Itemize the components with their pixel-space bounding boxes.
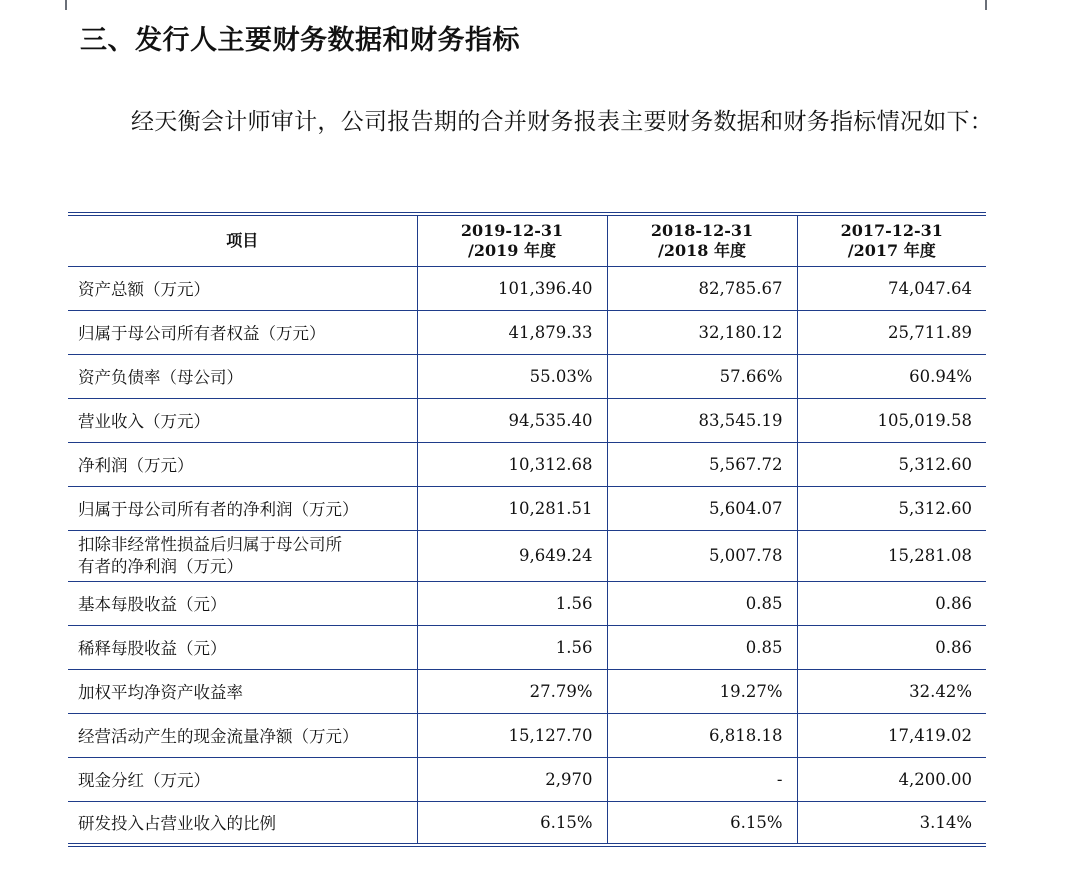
header-2018 bbox=[607, 214, 797, 266]
cell-value: 101,396.40 bbox=[417, 266, 607, 310]
table-row bbox=[68, 530, 986, 581]
cell-value: 41,879.33 bbox=[417, 310, 607, 354]
header-2018-year: /2018 年度 bbox=[658, 240, 746, 260]
section-title: 三、发行人主要财务数据和财务指标 bbox=[80, 25, 520, 56]
cell-value: 105,019.58 bbox=[797, 398, 986, 442]
header-2019 bbox=[417, 214, 607, 266]
row-label-adjusted-net-profit bbox=[68, 530, 417, 581]
table-row bbox=[68, 310, 986, 354]
table-row bbox=[68, 713, 986, 757]
row-label-parent-equity: 归属于母公司所有者权益（万元） bbox=[68, 310, 417, 354]
header-2017 bbox=[797, 214, 986, 266]
row-label-basic-eps: 基本每股收益（元） bbox=[68, 581, 417, 625]
cell-value: 57.66% bbox=[607, 354, 797, 398]
cell-value: 6.15% bbox=[417, 801, 607, 845]
cell-value: 10,281.51 bbox=[417, 486, 607, 530]
table-row bbox=[68, 581, 986, 625]
row-label-roe: 加权平均净资产收益率 bbox=[68, 669, 417, 713]
cell-value: 74,047.64 bbox=[797, 266, 986, 310]
table-row bbox=[68, 266, 986, 310]
cell-value: 5,312.60 bbox=[797, 442, 986, 486]
cell-value: 60.94% bbox=[797, 354, 986, 398]
cell-value: 1.56 bbox=[417, 581, 607, 625]
header-2019-year: /2019 年度 bbox=[468, 240, 556, 260]
table-header-row bbox=[68, 214, 986, 266]
cell-value: 10,312.68 bbox=[417, 442, 607, 486]
row-label-diluted-eps: 稀释每股收益（元） bbox=[68, 625, 417, 669]
cell-value: 25,711.89 bbox=[797, 310, 986, 354]
cell-value: 0.86 bbox=[797, 625, 986, 669]
cell-value: 94,535.40 bbox=[417, 398, 607, 442]
cell-value: 82,785.67 bbox=[607, 266, 797, 310]
header-2017-date: 2017-12-31 bbox=[840, 220, 943, 240]
cell-value: 19.27% bbox=[607, 669, 797, 713]
cell-value: 6.15% bbox=[607, 801, 797, 845]
row-label-rd-ratio: 研发投入占营业收入的比例 bbox=[68, 801, 417, 845]
cell-value: 83,545.19 bbox=[607, 398, 797, 442]
cell-value: 15,127.70 bbox=[417, 713, 607, 757]
cell-value: 5,567.72 bbox=[607, 442, 797, 486]
row-label-cash-dividend: 现金分红（万元） bbox=[68, 757, 417, 801]
cell-value: 0.85 bbox=[607, 625, 797, 669]
table-row bbox=[68, 625, 986, 669]
cell-value: 4,200.00 bbox=[797, 757, 986, 801]
page-edge-right-mark bbox=[985, 0, 987, 10]
cell-value: 5,604.07 bbox=[607, 486, 797, 530]
row-label-line: 扣除非经常性损益后归属于母公司所 bbox=[78, 534, 342, 554]
cell-value: 15,281.08 bbox=[797, 530, 986, 581]
row-label-operating-cash-flow: 经营活动产生的现金流量净额（万元） bbox=[68, 713, 417, 757]
cell-value: 1.56 bbox=[417, 625, 607, 669]
header-2018-date: 2018-12-31 bbox=[650, 220, 754, 240]
cell-value: 32,180.12 bbox=[607, 310, 797, 354]
cell-value: 17,419.02 bbox=[797, 713, 986, 757]
intro-paragraph: 经天衡会计师审计，公司报告期的合并财务报表主要财务数据和财务指标情况如下： bbox=[131, 109, 994, 135]
header-2019-date: 2019-12-31 bbox=[460, 220, 564, 240]
page-edge-left-mark bbox=[65, 0, 67, 10]
row-label-debt-ratio: 资产负债率（母公司） bbox=[68, 354, 417, 398]
cell-value: 5,007.78 bbox=[607, 530, 797, 581]
table-row bbox=[68, 801, 986, 845]
cell-value: 0.85 bbox=[607, 581, 797, 625]
row-label-line: 有者的净利润（万元） bbox=[78, 556, 243, 576]
table-row bbox=[68, 486, 986, 530]
row-label-total-assets: 资产总额（万元） bbox=[68, 266, 417, 310]
table-row bbox=[68, 757, 986, 801]
cell-value: - bbox=[607, 757, 797, 801]
cell-value: 5,312.60 bbox=[797, 486, 986, 530]
cell-value: 0.86 bbox=[797, 581, 986, 625]
cell-value: 6,818.18 bbox=[607, 713, 797, 757]
cell-value: 32.42% bbox=[797, 669, 986, 713]
cell-value: 2,970 bbox=[417, 757, 607, 801]
row-label-revenue: 营业收入（万元） bbox=[68, 398, 417, 442]
cell-value: 55.03% bbox=[417, 354, 607, 398]
row-label-net-profit: 净利润（万元） bbox=[68, 442, 417, 486]
table-row bbox=[68, 398, 986, 442]
financial-data-table bbox=[68, 212, 986, 847]
row-label-parent-net-profit: 归属于母公司所有者的净利润（万元） bbox=[68, 486, 417, 530]
cell-value: 27.79% bbox=[417, 669, 607, 713]
cell-value: 3.14% bbox=[797, 801, 986, 845]
table-row bbox=[68, 442, 986, 486]
table-row bbox=[68, 669, 986, 713]
header-2017-year: /2017 年度 bbox=[847, 240, 936, 260]
header-item: 项目 bbox=[68, 214, 417, 266]
cell-value: 9,649.24 bbox=[417, 530, 607, 581]
table-row bbox=[68, 354, 986, 398]
